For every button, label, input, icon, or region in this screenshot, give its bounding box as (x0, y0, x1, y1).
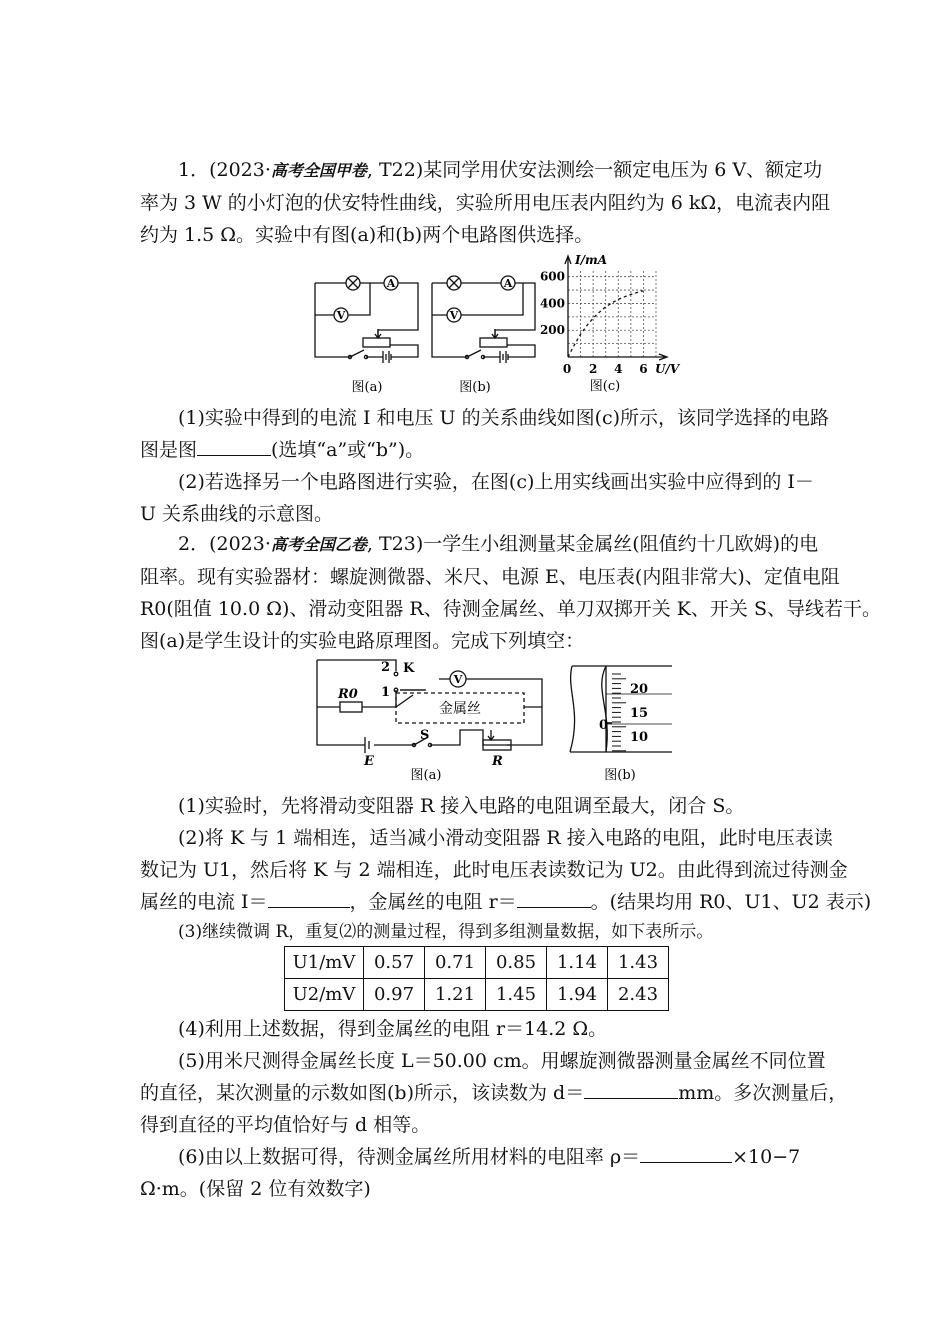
q1-text-2: 率为 3 W 的小灯泡的伏安特性曲线，实验所用电压表内阻约为 6 kΩ，电流表内阻 (140, 192, 831, 214)
table-cell: 1.21 (425, 979, 486, 1011)
metal-wire-label: 金属丝 (439, 701, 481, 717)
q1-sub1-line1: (1)实验中得到的电流 I 和电压 U 的关系曲线如图(c)所示，该同学选择的电路 (178, 407, 830, 429)
q2-sub2-line1: (2)将 K 与 1 端相连，适当减小滑动变阻器 R 接入电路的电阻，此时电压表读 (178, 827, 833, 849)
table-row-label: U2/mV (285, 979, 364, 1011)
q2-text-4: 图(a)是学生设计的实验电路原理图。完成下列填空： (140, 630, 585, 652)
q2-number: 2． (178, 533, 210, 555)
x-tick-label: 0 (562, 362, 572, 376)
r0-label: R0 (338, 687, 358, 702)
q2-sub6-line1b: ×10−7 (732, 1146, 801, 1168)
q2-text-3: R0(阻值 10.0 Ω)、滑动变阻器 R、待测金属丝、单刀双掷开关 K、开关 S、导线若干。 (140, 598, 881, 620)
q2-sub4 (140, 1013, 812, 1045)
q2-sub3 (140, 916, 812, 948)
q2-text-2: 阻率。现有实验器材：螺旋测微器、米尺、电源 E、电压表(内阻非常大)、定值电阻 (140, 566, 840, 588)
y-tick-label: 400 (539, 296, 565, 311)
rheostat-r-label: R (492, 754, 503, 769)
answer-blank-current[interactable] (268, 887, 350, 908)
answer-blank-resistivity[interactable] (640, 1142, 732, 1163)
table-cell: 0.57 (364, 947, 425, 979)
table-row (285, 979, 669, 1011)
q2-sub1-line: (1)实验时，先将滑动变阻器 R 接入电路的电阻调至最大，闭合 S。 (178, 795, 745, 817)
q2-sub5-line2a: 的直径，某次测量的示数如图(b)所示，该读数为 d＝ (140, 1082, 585, 1104)
table-cell: 0.71 (425, 947, 486, 979)
voltmeter-label: V (453, 673, 463, 686)
q1-sub2-line1: (2)若选择另一个电路图进行实验，在图(c)上用实线画出实验中应得到的 I－ (178, 471, 814, 493)
q2-sub2-line3a: 属丝的电流 I＝ (140, 891, 268, 913)
q1-figure-b (425, 265, 545, 395)
q2-fig-a-caption: 图(a) (410, 768, 442, 783)
fig-a-ammeter-label: A (386, 277, 396, 290)
q2-sub6 (140, 1141, 812, 1205)
q1-sub1-line2b: (选填“a”或“b”)。 (271, 439, 425, 461)
x-tick-label: 6 (639, 362, 648, 376)
table-cell: 2.43 (608, 979, 669, 1011)
q1-sub1 (140, 402, 830, 466)
x-tick-label: 2 (588, 362, 598, 376)
q2-sub5-line3: 得到直径的平均值恰好与 d 相等。 (140, 1114, 431, 1136)
micrometer-label-0: 0 (599, 718, 609, 733)
y-axis (565, 256, 571, 357)
fig-b-ammeter-label: A (503, 277, 513, 290)
q1-stem (140, 154, 831, 251)
q1-source-open: (2023· (209, 159, 271, 181)
q1-text-3: 约为 1.5 Ω。实验中有图(a)和(b)两个电路图供选择。 (140, 224, 594, 246)
q2-source-close: , T23) (366, 533, 424, 555)
micrometer-label-20: 20 (630, 682, 649, 697)
q1-sub2 (140, 466, 812, 530)
answer-blank-diameter[interactable] (584, 1078, 678, 1099)
q2-sub5-line2b: mm。多次测量后， (678, 1082, 848, 1104)
q1-number: 1． (178, 159, 210, 181)
table-row-label: U1/mV (285, 947, 364, 979)
y-axis-label: I/mA (575, 253, 608, 267)
q2-figure-a-circuit (310, 655, 550, 785)
fig-b-caption: 图(b) (459, 380, 491, 395)
fig-c-caption: 图(c) (589, 379, 621, 394)
q1-source-name: 高考全国甲卷 (270, 161, 367, 180)
q2-sub2-line3c: 。(结果均用 R0、U1、U2 表示) (590, 891, 872, 913)
q1-sub1-line2a: 图是图 (140, 439, 198, 461)
table-cell: 1.45 (486, 979, 547, 1011)
q2-sub3-line: (3)继续微调 R，重复⑵的测量过程，得到多组测量数据，如下表所示。 (178, 922, 714, 942)
q1-source-close: , T22) (366, 159, 424, 181)
q1-figure-a (308, 265, 428, 395)
q2-sub1 (140, 790, 812, 822)
table-cell: 1.94 (547, 979, 608, 1011)
table-row (285, 947, 669, 979)
y-tick-label: 200 (539, 323, 565, 338)
terminal-2-label: 2 (381, 660, 391, 675)
answer-blank-1[interactable] (197, 435, 271, 456)
q2-fig-b-caption: 图(b) (604, 768, 636, 783)
switch-s-label: S (420, 728, 430, 743)
x-tick-label: 4 (614, 362, 623, 376)
q2-sub5-line1: (5)用米尺测得金属丝长度 L＝50.00 cm。用螺旋测微器测量金属丝不同位置 (178, 1050, 826, 1072)
q2-sub6-line1a: (6)由以上数据可得，待测金属丝所用材料的电阻率 ρ＝ (178, 1146, 641, 1168)
fig-a-caption: 图(a) (351, 380, 383, 395)
table-cell: 0.97 (364, 979, 425, 1011)
q2-sub5 (140, 1045, 848, 1141)
q2-stem (140, 528, 881, 657)
x-axis (568, 354, 667, 360)
measurement-table (284, 946, 669, 1011)
y-tick-label: 600 (539, 269, 565, 284)
table-cell: 1.14 (547, 947, 608, 979)
switch-k-label: K (403, 661, 415, 676)
q1-figure-c-chart (535, 250, 685, 400)
table-cell: 0.85 (486, 947, 547, 979)
q2-sub4-line: (4)利用上述数据，得到金属丝的电阻 r＝14.2 Ω。 (178, 1018, 608, 1040)
q2-source-name: 高考全国乙卷 (270, 535, 367, 554)
q2-sub2-line3b: ，金属丝的电阻 r＝ (349, 891, 517, 913)
q2-sub2-line2: 数记为 U1，然后将 K 与 2 端相连，此时电压表读数记为 U2。由此得到流过待测金 (140, 859, 848, 881)
q1-text-1: 某同学用伏安法测绘一额定电压为 6 V、额定功 (423, 159, 823, 181)
fig-b-voltmeter-label: V (449, 309, 459, 322)
micrometer-label-10: 10 (630, 730, 649, 745)
q2-sub6-line2: Ω·m。(保留 2 位有效数字) (140, 1178, 371, 1200)
source-e-label: E (364, 754, 374, 769)
q2-source-open: (2023· (209, 533, 271, 555)
answer-blank-resistance[interactable] (517, 887, 591, 908)
q1-line1 (140, 154, 823, 187)
x-axis-label: U/V (655, 362, 680, 376)
table-cell: 1.43 (608, 947, 669, 979)
micrometer-label-15: 15 (630, 706, 649, 721)
q2-figure-b-micrometer (560, 660, 680, 785)
terminal-1-label: 1 (381, 685, 391, 700)
q1-sub2-line2: U 关系曲线的示意图。 (140, 503, 334, 525)
q2-sub2 (140, 822, 872, 918)
q2-text-1: 一学生小组测量某金属丝(阻值约十几欧姆)的电 (423, 533, 819, 555)
fig-a-voltmeter-label: V (336, 309, 346, 322)
